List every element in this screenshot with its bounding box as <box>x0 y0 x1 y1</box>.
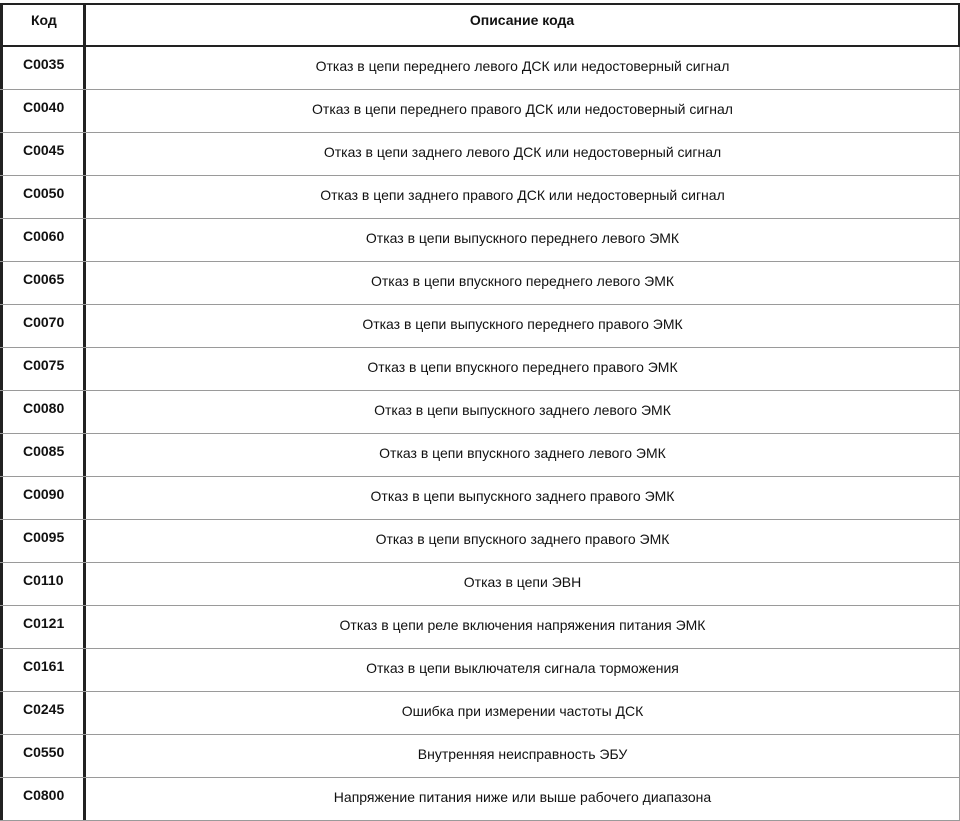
description-cell: Отказ в цепи заднего правого ДСК или недостоверный сигнал <box>86 176 960 218</box>
header-code: Код <box>0 5 86 45</box>
description-cell: Отказ в цепи выпускного заднего правого ЭМК <box>86 477 960 519</box>
table-row <box>0 133 960 176</box>
description-cell: Внутренняя неисправность ЭБУ <box>86 735 960 777</box>
code-cell: C0060 <box>0 219 86 261</box>
table-row <box>0 90 960 133</box>
table-row <box>0 649 960 692</box>
table-row <box>0 262 960 305</box>
table-row <box>0 692 960 735</box>
description-cell: Отказ в цепи реле включения напряжения питания ЭМК <box>86 606 960 648</box>
code-cell: C0085 <box>0 434 86 476</box>
code-cell: C0070 <box>0 305 86 347</box>
table-row <box>0 778 960 821</box>
code-cell: C0161 <box>0 649 86 691</box>
code-cell: C0121 <box>0 606 86 648</box>
table-body <box>0 47 960 821</box>
table-row <box>0 348 960 391</box>
table-row <box>0 477 960 520</box>
table-header-row <box>0 3 960 47</box>
code-cell: C0245 <box>0 692 86 734</box>
description-cell: Отказ в цепи заднего левого ДСК или недостоверный сигнал <box>86 133 960 175</box>
table-row <box>0 606 960 649</box>
description-cell: Отказ в цепи впускного переднего правого ЭМК <box>86 348 960 390</box>
table-row <box>0 735 960 778</box>
code-cell: C0090 <box>0 477 86 519</box>
code-cell: C0050 <box>0 176 86 218</box>
table-row <box>0 305 960 348</box>
table-row <box>0 434 960 477</box>
table-row <box>0 391 960 434</box>
table-row <box>0 563 960 606</box>
description-cell: Отказ в цепи выключателя сигнала торможения <box>86 649 960 691</box>
table-row <box>0 176 960 219</box>
code-cell: C0065 <box>0 262 86 304</box>
header-description: Описание кода <box>86 5 960 45</box>
code-cell: C0800 <box>0 778 86 820</box>
description-cell: Отказ в цепи впускного заднего правого ЭМК <box>86 520 960 562</box>
description-cell: Отказ в цепи впускного переднего левого ЭМК <box>86 262 960 304</box>
code-cell: C0075 <box>0 348 86 390</box>
code-cell: C0095 <box>0 520 86 562</box>
description-cell: Ошибка при измерении частоты ДСК <box>86 692 960 734</box>
fault-code-table <box>0 3 960 821</box>
table-row <box>0 520 960 563</box>
description-cell: Отказ в цепи выпускного заднего левого ЭМК <box>86 391 960 433</box>
description-cell: Напряжение питания ниже или выше рабочего диапазона <box>86 778 960 820</box>
code-cell: C0550 <box>0 735 86 777</box>
code-cell: C0080 <box>0 391 86 433</box>
description-cell: Отказ в цепи впускного заднего левого ЭМК <box>86 434 960 476</box>
description-cell: Отказ в цепи ЭВН <box>86 563 960 605</box>
description-cell: Отказ в цепи переднего правого ДСК или недостоверный сигнал <box>86 90 960 132</box>
code-cell: C0110 <box>0 563 86 605</box>
code-cell: C0045 <box>0 133 86 175</box>
description-cell: Отказ в цепи выпускного переднего левого ЭМК <box>86 219 960 261</box>
table-row <box>0 219 960 262</box>
code-cell: C0035 <box>0 47 86 89</box>
description-cell: Отказ в цепи переднего левого ДСК или недостоверный сигнал <box>86 47 960 89</box>
code-cell: C0040 <box>0 90 86 132</box>
description-cell: Отказ в цепи выпускного переднего правого ЭМК <box>86 305 960 347</box>
table-row <box>0 47 960 90</box>
